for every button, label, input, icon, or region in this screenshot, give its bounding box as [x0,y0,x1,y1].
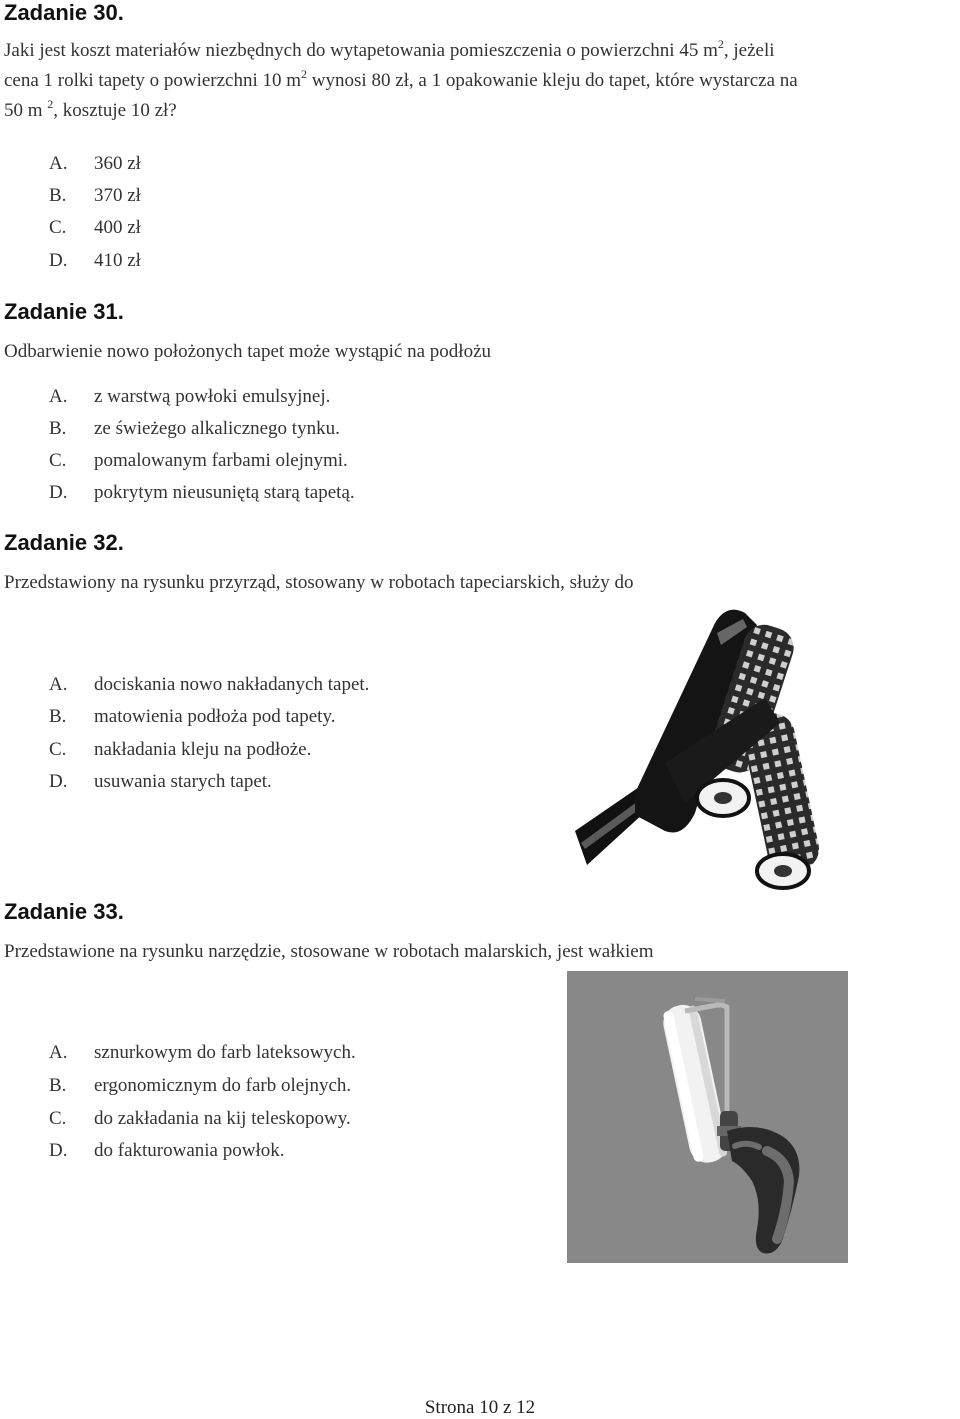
wallpaper-perforator-image [575,603,825,895]
task32-title: Zadanie 32. [4,530,124,555]
task30-question: Jaki jest koszt materiałów niezbędnych do wytapetowania pomieszczenia o powierzchni 45 $m^2$, jeżeli cena 1 rolki tapety o powierzchni 10 $m^2$ wynosi 80 zł, a 1 opakowanie kleju do tapet, które wystarcza na 50 m $^2$, kosztuje 10 zł? [4,37,798,121]
page-number: Strona 10 z 12 [424,1397,536,1418]
task30-title: Zadanie 30. [4,0,124,25]
task31-title: Zadanie 31. [4,299,124,324]
task31-question: Odbarwienie nowo położonych tapet może wystąpić na podłożu [4,341,491,362]
task33-question: Przedstawione na rysunku narzędzie, stosowane w robotach malarskich, jest wałkiem [4,941,654,962]
task33-title: Zadanie 33. [4,899,124,924]
paint-roller-image [567,971,848,1263]
task32-question: Przedstawiony na rysunku przyrząd, stosowany w robotach tapeciarskich, służy do [4,572,634,593]
